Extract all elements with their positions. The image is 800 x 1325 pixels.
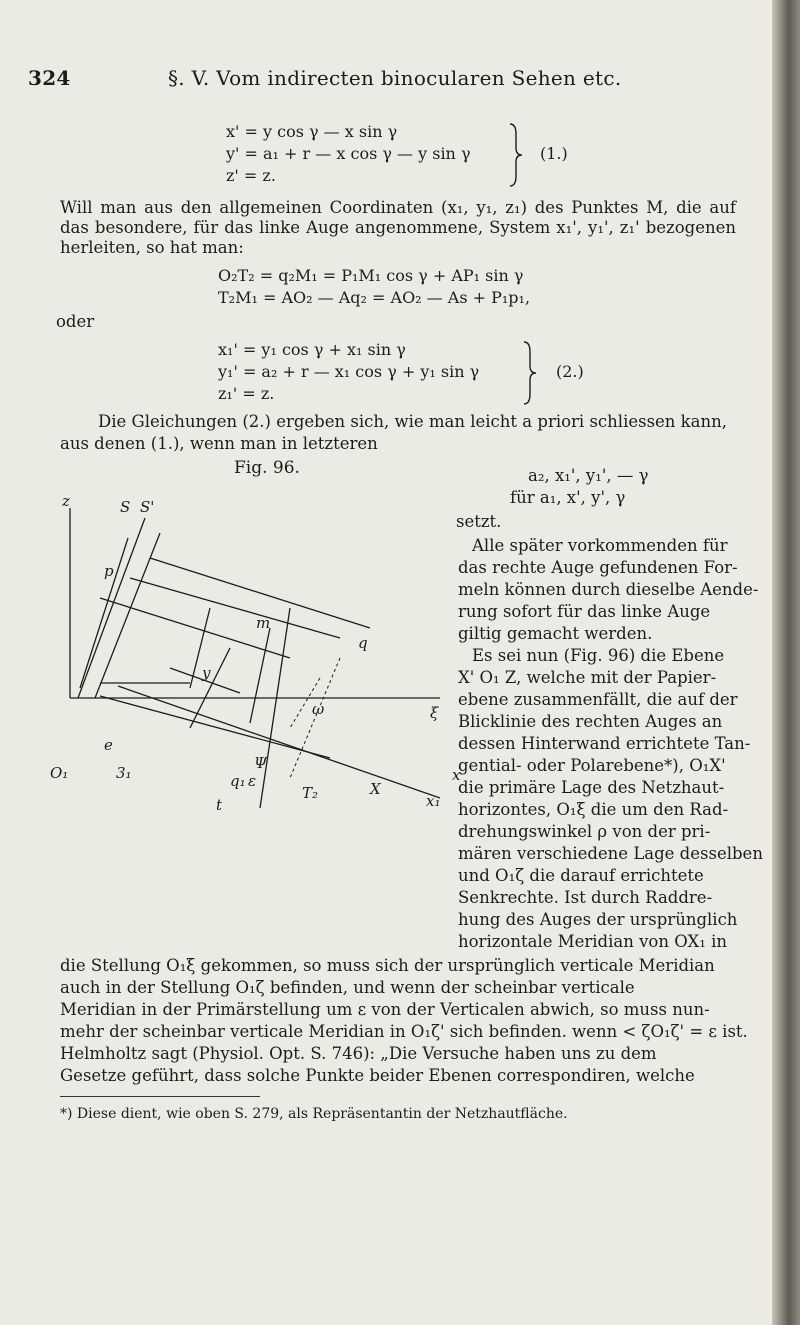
right-col-line: dessen Hinterwand errichtete Tan- xyxy=(458,734,751,753)
equation-2-number: (2.) xyxy=(556,362,584,381)
page-number: 324 xyxy=(28,66,71,90)
right-col-line: Senkrechte. Ist durch Raddre- xyxy=(458,888,713,907)
footnote: *) Diese dient, wie oben S. 279, als Repräsentantin der Netzhautfläche. xyxy=(60,1106,568,1122)
right-col-line: mären verschiedene Lage desselben xyxy=(458,844,763,863)
brace-2 xyxy=(522,340,538,406)
equation-2-line-2: y₁' = a₂ + r — x₁ cos γ + y₁ sin γ xyxy=(218,362,480,381)
paragraph-2-line-2: aus denen (1.), wenn man in letzteren xyxy=(60,434,378,453)
equation-1-line-3: z' = z. xyxy=(226,166,276,185)
setzt-line-1: a₂, x₁', y₁', — γ xyxy=(528,466,649,485)
equation-1-number: (1.) xyxy=(540,144,568,163)
paragraph-2-line-1: Die Gleichungen (2.) ergeben sich, wie man leicht a priori schliessen kann, xyxy=(98,412,728,431)
right-col-line: die primäre Lage des Netzhaut- xyxy=(458,778,725,797)
figure-label-y: y xyxy=(202,664,211,682)
figure-label-q: q xyxy=(358,634,368,652)
figure-label-31: 3₁ xyxy=(116,764,132,782)
equation-mid-1: O₂T₂ = q₂M₁ = P₁M₁ cos γ + AP₁ sin γ xyxy=(218,266,524,285)
figure-label-t: t xyxy=(216,796,223,814)
paragraph-1: Will man aus den allgemeinen Coordinaten (x₁, y₁, z₁) des Punktes M, die auf das besondere, für das linke Auge angenommene, System x₁', y₁', z₁' bezogenen herleiten, so hat man: xyxy=(60,198,736,257)
paragraph-3-line: Meridian in der Primärstellung um ε von der Verticalen abwich, so muss nun- xyxy=(60,1000,710,1019)
right-col-line: drehungswinkel ρ von der pri- xyxy=(458,822,711,841)
figure-96 xyxy=(40,478,460,818)
figure-label-x: x xyxy=(452,766,460,784)
right-col-line: hung des Auges der ursprünglich xyxy=(458,910,738,929)
right-col-line: Alle später vorkommenden für xyxy=(472,536,728,555)
right-col-line: horizontale Meridian von OX₁ in xyxy=(458,932,727,951)
right-col-line: rung sofort für das linke Auge xyxy=(458,602,711,621)
line-s xyxy=(78,518,145,698)
footnote-rule xyxy=(60,1096,260,1097)
figure-label-e: e xyxy=(104,736,113,754)
right-col-line: horizontes, O₁ξ die um den Rad- xyxy=(458,800,729,819)
equation-1-line-1: x' = y cos γ — x sin γ xyxy=(226,122,398,141)
page-edge xyxy=(772,0,800,1325)
paragraph-3-line: Helmholtz sagt (Physiol. Opt. S. 746): „Die Versuche haben uns zu dem xyxy=(60,1044,657,1063)
equation-mid-2: T₂M₁ = AO₂ — Aq₂ = AO₂ — As + P₁p₁, xyxy=(218,288,531,307)
right-col-line: das rechte Auge gefundenen For- xyxy=(458,558,738,577)
figure-label-x1: x₁ xyxy=(426,792,441,810)
equation-1-line-2: y' = a₁ + r — x cos γ — y sin γ xyxy=(226,144,471,163)
right-col-line: gential- oder Polarebene*), O₁X' xyxy=(458,756,726,775)
right-col-line: ebene zusammenfällt, die auf der xyxy=(458,690,738,709)
figure-label-q1: q₁ xyxy=(230,772,246,790)
right-col-line: X' O₁ Z, welche mit der Papier- xyxy=(458,668,717,687)
brace-1 xyxy=(508,122,524,188)
right-col-line: Blicklinie des rechten Auges an xyxy=(458,712,723,731)
right-col-line: meln können durch dieselbe Aende- xyxy=(458,580,759,599)
paragraph-3-line: auch in der Stellung O₁ζ befinden, und wenn der scheinbar verticale xyxy=(60,978,635,997)
figure-label-xi: ξ xyxy=(430,704,439,722)
equation-2-line-3: z₁' = z. xyxy=(218,384,275,403)
figure-label-p: p xyxy=(104,562,114,580)
figure-labels xyxy=(50,492,460,814)
figure-label-epsilon: ε xyxy=(248,772,257,790)
figure-label-s: S xyxy=(120,498,131,516)
setzt-line-2: für a₁, x', y', γ xyxy=(510,488,626,507)
paragraph-3-line: mehr der scheinbar verticale Meridian in O₁ζ' sich befinden. wenn < ζO₁ζ' = ε ist. xyxy=(60,1022,748,1041)
right-col-line: Es sei nun (Fig. 96) die Ebene xyxy=(472,646,725,665)
figure-label-m: m xyxy=(256,614,271,632)
figure-label-s-prime: S' xyxy=(140,498,155,516)
setzt-line-3: setzt. xyxy=(456,512,502,531)
figure-label-omega: ω xyxy=(312,700,325,718)
running-title: §. V. Vom indirecten binocularen Sehen etc. xyxy=(168,66,622,90)
figure-label-big-x: X xyxy=(370,780,381,798)
equation-2-line-1: x₁' = y₁ cos γ + x₁ sin γ xyxy=(218,340,406,359)
figure-label-t2: T₂ xyxy=(302,784,319,802)
figure-label-psi: Ψ xyxy=(254,754,268,772)
figure-label-o1: O₁ xyxy=(50,764,69,782)
right-col-line: und O₁ζ die darauf errichtete xyxy=(458,866,704,885)
paragraph-3-line: die Stellung O₁ξ gekommen, so muss sich der ursprünglich verticale Meridian xyxy=(60,956,715,975)
right-col-line: giltig gemacht werden. xyxy=(458,624,653,643)
figure-caption: Fig. 96. xyxy=(234,458,300,478)
oder-word: oder xyxy=(56,312,95,331)
paragraph-3-line: Gesetze geführt, dass solche Punkte beider Ebenen correspondiren, welche xyxy=(60,1066,695,1085)
figure-label-z: z xyxy=(62,492,70,510)
